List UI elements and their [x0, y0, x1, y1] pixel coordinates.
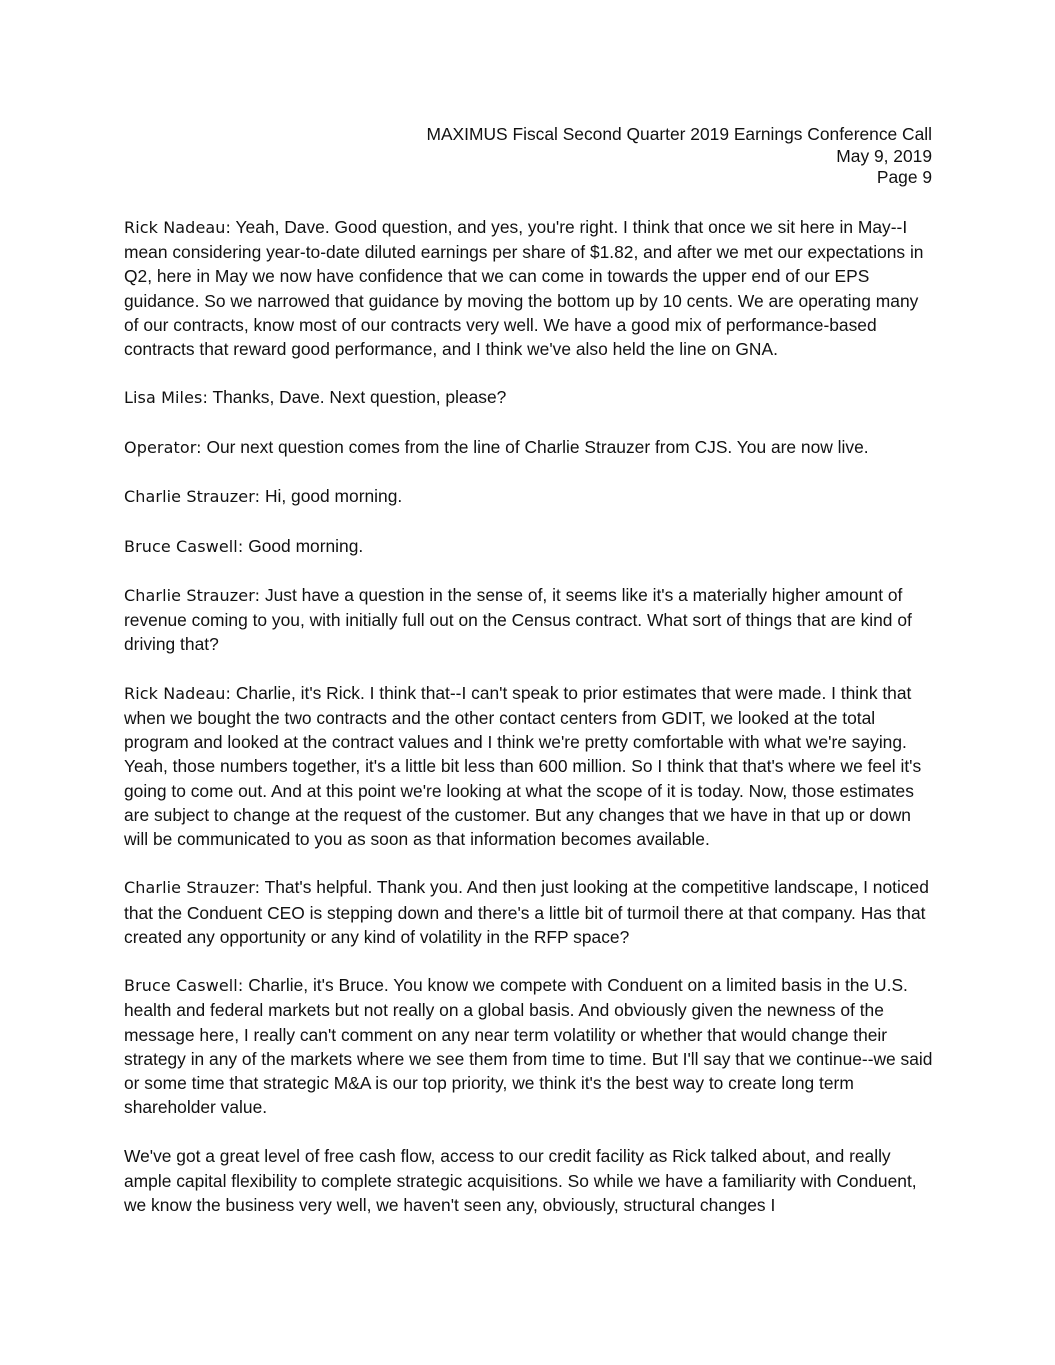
- speaker-name: Charlie Strauzer:: [124, 585, 261, 605]
- paragraph-text: Good morning.: [243, 535, 364, 556]
- transcript-paragraph: [124, 1144, 936, 1218]
- transcript-paragraph: [124, 215, 936, 361]
- speaker-name: Bruce Caswell:: [124, 536, 244, 556]
- paragraph-text: We've got a great level of free cash flow, access to our credit facility as Rick talked about, and really ample capital flexibility to complete strategic acquisitions. So while we have a familiarity with Conduent, we know the business very well, we haven't seen any, obviously, structural changes I: [124, 1145, 917, 1215]
- speaker-name: Charlie Strauzer:: [124, 487, 261, 507]
- speaker-name: Rick Nadeau:: [124, 683, 232, 703]
- paragraph-text: Our next question comes from the line of Charlie Strauzer from CJS. You are now live.: [201, 436, 869, 457]
- transcript-paragraph: [124, 681, 936, 851]
- transcript-paragraph: [124, 435, 936, 460]
- speaker-name: Rick Nadeau:: [124, 218, 232, 237]
- paragraph-text: Charlie, it's Rick. I think that--I can't speak to prior estimates that were made. I think that when we bought the two contracts and the other contact centers from GDIT, we looked at the total program and looked at the contract values and I think we're pretty comfortable with what we're saying. Yeah, those numbers together, it's a little bit less than 600 million. So I think that that's where we feel it's going to come out. And at this point we're looking at what the scope of it is today. Now, those estimates are subject to change at the request of the customer. But any changes that we have in that up or down will be communicated to you as soon as that information becomes available.: [124, 682, 922, 849]
- speaker-name: Charlie Strauzer:: [124, 878, 261, 898]
- paragraph-text: Thanks, Dave. Next question, please?: [207, 387, 507, 408]
- transcript-paragraph: [124, 875, 936, 949]
- transcript-paragraph: [124, 583, 936, 657]
- transcript-paragraph: [124, 385, 936, 410]
- transcript-paragraph: [124, 484, 936, 509]
- paragraph-text: Charlie, it's Bruce. You know we compete with Conduent on a limited basis in the U.S. health and federal markets but not really on a global basis. And obviously given the newness of the message here, I really can't comment on any near term volatility or whether that would change their strategy in any of the markets where we see them from time to time. But I'll say that we continue--we said or some time that strategic M&A is our top priority, we think it's the best way to create long term shareholder value.: [124, 975, 933, 1118]
- page-header: [426, 124, 932, 189]
- paragraph-text: Hi, good morning.: [260, 486, 403, 507]
- document-title: MAXIMUS Fiscal Second Quarter 2019 Earnings Conference Call: [426, 124, 932, 144]
- speaker-name: Bruce Caswell:: [124, 976, 244, 996]
- paragraph-text: Yeah, Dave. Good question, and yes, you're right. I think that once we sit here in May--I mean considering year-to-date diluted earnings per share of $1.82, and after we met our expectations in Q2, here in May we now have confidence that we can come in towards the upper end of our EPS guidance. So we narrowed that guidance by moving the bottom up by 10 cents. We are operating many of our contracts, know most of our contracts very well. We have a good mix of performance-based contracts that reward good performance, and I think we've also held the line on GNA.: [124, 217, 924, 360]
- speaker-name: Lisa Miles:: [124, 388, 208, 408]
- paragraph-text: Just have a question in the sense of, it seems like it's a materially higher amount of revenue coming to you, with initially full out on the Census contract. What sort of things that are kind of driving that?: [124, 584, 912, 655]
- speaker-name: Operator:: [124, 437, 202, 457]
- transcript-paragraph: [124, 534, 936, 559]
- transcript-paragraph: [124, 973, 936, 1119]
- page-number: Page 9: [876, 167, 932, 187]
- document-date: May 9, 2019: [836, 145, 932, 166]
- paragraph-text: That's helpful. Thank you. And then just looking at the competitive landscape, I noticed that the Conduent CEO is stepping down and there's a little bit of turmoil there at that company. Has that created any opportunity or any kind of volatility in the RFP space?: [124, 877, 929, 947]
- transcript-body: [124, 215, 936, 1241]
